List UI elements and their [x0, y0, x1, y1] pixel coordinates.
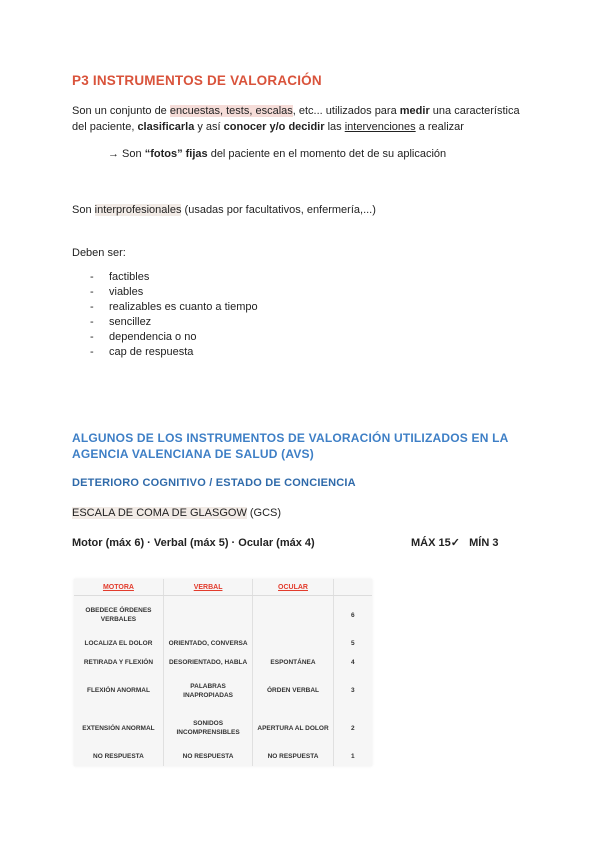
table-row: [74, 672, 372, 710]
intro-text: una característica: [429, 105, 520, 117]
intro-paragraph: [72, 103, 542, 135]
cell-motora: FLEXIÓN ANORMAL: [86, 687, 150, 695]
cell-motora: LOCALIZA EL DOLOR: [84, 640, 153, 648]
cell-ocular: [253, 634, 333, 653]
subsection-title: DETERIORO COGNITIVO / ESTADO DE CONCIENCIA: [72, 477, 356, 489]
intro-text: , etc... utilizados para: [292, 105, 400, 117]
intro-text: y así: [194, 121, 224, 133]
table-row: [74, 747, 372, 766]
table-row: [74, 634, 372, 653]
glasgow-table: [74, 579, 372, 766]
scale-abbr: (GCS): [246, 507, 282, 519]
cell-motora: EXTENSIÓN ANORMAL: [82, 724, 155, 732]
cell-score: 4: [333, 653, 372, 672]
cell-score: 6: [333, 596, 372, 635]
interpro-highlight: interprofesionales: [94, 204, 182, 216]
interpro-text: (usadas por facultativos, enfermería,...): [181, 204, 376, 216]
interprofesionales-line: [72, 202, 376, 218]
requirements-list: [72, 270, 258, 360]
intro-text: Son un conjunto de: [72, 105, 170, 117]
table-row: [74, 653, 372, 672]
cell-verbal: ORIENTADO, CONVERSA: [163, 634, 252, 653]
cell-ocular: [253, 596, 333, 635]
intro-highlight: encuestas, tests, escalas: [169, 105, 293, 117]
page-title: P3 INSTRUMENTOS DE VALORACIÓN: [72, 73, 322, 88]
interpro-text: Son: [72, 204, 95, 216]
list-item: - dependencia o no: [72, 330, 258, 345]
fotos-text: del paciente en el momento det de su aplicación: [207, 148, 447, 160]
cell-ocular: NO RESPUESTA: [253, 747, 333, 766]
cell-verbal: PALABRAS INAPROPIADAS: [163, 672, 252, 710]
table-header-row: [74, 579, 372, 596]
intro-text: a realizar: [415, 121, 464, 133]
section-title-line-2: AGENCIA VALENCIANA DE SALUD (AVS): [72, 447, 314, 461]
scale-name-line: [72, 505, 281, 521]
intro-underline-intervenciones: intervenciones: [344, 121, 416, 133]
table-row: [74, 596, 372, 635]
cell-ocular: ÓRDEN VERBAL: [253, 672, 333, 710]
max-min-line: MÁX 15✓ MÍN 3: [411, 537, 499, 549]
cell-verbal: SONIDOS INCOMPRENSIBLES: [163, 710, 252, 748]
cell-score: 1: [333, 747, 372, 766]
list-item: - sencillez: [72, 315, 258, 330]
cell-verbal: NO RESPUESTA: [163, 747, 252, 766]
cell-verbal: DESORIENTADO, HABLA: [163, 653, 252, 672]
cell-ocular: APERTURA AL DOLOR: [253, 710, 333, 748]
cell-verbal: [163, 596, 252, 635]
cell-motora: RETIRADA Y FLEXIÓN: [83, 658, 154, 666]
fotos-arrow: → Son: [108, 148, 145, 160]
cell-ocular: ESPONTÁNEA: [253, 653, 333, 672]
fotos-line: [108, 146, 446, 162]
section-title: [72, 430, 542, 462]
cell-motora: OBEDECE ÓRDENES VERBALES: [85, 607, 152, 624]
cell-motora: NO RESPUESTA: [93, 753, 144, 761]
intro-bold-clasificarla: clasificarla: [137, 121, 195, 133]
list-item: - viables: [72, 285, 258, 300]
list-item: - cap de respuesta: [72, 345, 258, 360]
list-item: - realizables es cuanto a tiempo: [72, 300, 258, 315]
fotos-bold: “fotos” fijas: [144, 148, 208, 160]
intro-bold-medir: medir: [399, 105, 430, 117]
header-verbal: VERBAL: [163, 579, 252, 596]
header-score: [333, 579, 372, 596]
cell-score: 3: [333, 672, 372, 710]
section-title-line-1: ALGUNOS DE LOS INSTRUMENTOS DE VALORACIÓN UTILIZADOS EN LA: [72, 431, 509, 445]
header-motora: MOTORA: [74, 579, 163, 596]
intro-text: las: [324, 121, 345, 133]
header-ocular: OCULAR: [253, 579, 333, 596]
list-item: - factibles: [72, 270, 258, 285]
cell-score: 2: [333, 710, 372, 748]
table-row: [74, 710, 372, 748]
deben-ser-label: Deben ser:: [72, 247, 126, 259]
glasgow-table-image: [74, 579, 372, 766]
intro-text: del paciente,: [72, 121, 138, 133]
intro-bold-conocer: conocer y/o decidir: [223, 121, 325, 133]
cell-score: 5: [333, 634, 372, 653]
scale-name: ESCALA DE COMA DE GLASGOW: [72, 507, 247, 519]
components-line: Motor (máx 6) · Verbal (máx 5) · Ocular (máx 4): [72, 537, 315, 549]
